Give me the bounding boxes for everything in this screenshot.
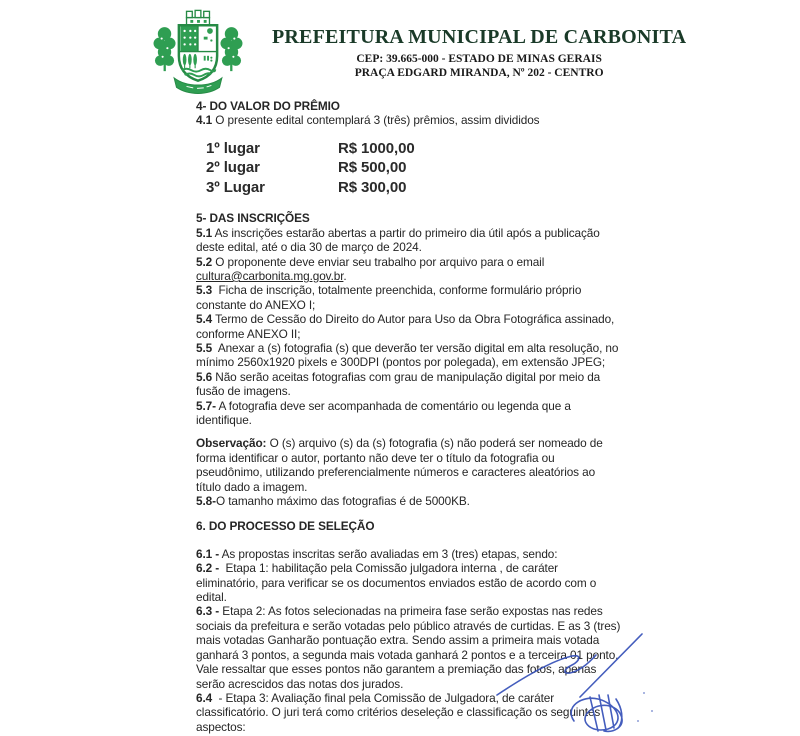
clause-text-suffix: .	[343, 268, 347, 283]
email-link[interactable]: cultura@carbonita.mg.gov.br	[196, 268, 344, 283]
clause-text: A fotografia deve ser acompanhada de comentário ou legenda que a identifique.	[196, 398, 571, 427]
clause-6-2	[196, 561, 622, 604]
section-5-heading: 5- DAS INSCRIÇÕES	[196, 211, 310, 226]
clause-label: 6.2 -	[196, 561, 220, 576]
clause-label: 6.3 -	[196, 604, 220, 619]
clause-label: 6.4	[196, 690, 213, 705]
clause-5-5	[196, 341, 622, 370]
clause-label: 5.7-	[196, 398, 216, 413]
clause-label: 5.6	[196, 369, 213, 384]
clause-label: 5.2	[196, 254, 213, 269]
prize-value: R$ 300,00	[338, 178, 407, 196]
clause-label: 6.1 -	[196, 546, 220, 561]
clause-label: 5.8-	[196, 494, 216, 509]
clause-text: Termo de Cessão do Direito do Autor para Uso da Obra Fotográfica assinado, conforme ANEXO II;	[196, 312, 615, 341]
prize-place: 3º Lugar	[206, 178, 265, 196]
prize-value: R$ 1000,00	[338, 139, 415, 157]
header-address-line: PRAÇA EDGARD MIRANDA, Nº 202 - CENTRO	[354, 67, 604, 79]
clause-text: Etapa 2: As fotos selecionadas na primeira fase serão expostas nas redes sociais da prefeitura e serão votadas pelo público através de curtidas. E as 3 (tres) mais votadas Ganharão pontuação extra. Sendo assim a primeira mais votada ganhará 3 pontos, a segunda mais votada ganhará 2 pontos e a terceira 01 ponto. Vale ressaltar que esses pontos não garantem a premiação das fotos, apenas serão acrescidos das notas dos jurados.	[196, 604, 621, 691]
clause-label: 4.1	[196, 113, 213, 128]
clause-6-1	[196, 547, 622, 561]
header-cep-line: CEP: 39.665-000 - ESTADO DE MINAS GERAIS	[356, 53, 602, 65]
clause-5-7	[196, 399, 622, 428]
clause-label: 5.1	[196, 225, 213, 240]
clause-text: O presente edital contemplará 3 (três) prêmios, assim divididos	[215, 113, 540, 128]
page-title: PREFEITURA MUNICIPAL DE CARBONITA	[272, 26, 687, 48]
clause-text: O proponente deve enviar seu trabalho por arquivo para o email	[215, 254, 545, 269]
clause-5-1	[196, 226, 622, 255]
prize-place: 1º lugar	[206, 139, 260, 157]
section-4-heading: 4- DO VALOR DO PRÊMIO	[196, 99, 340, 113]
observation-note	[196, 436, 622, 494]
section-6-heading: 6. DO PROCESSO DE SELEÇÃO	[196, 519, 375, 534]
clause-text: Anexar a (s) fotografia (s) que deverão ter versão digital em alta resolução, no mínimo 2560x1920 pixels e 300DPI (pontos por polegada), em extensão JPEG;	[196, 340, 619, 370]
clause-5-2	[196, 255, 622, 284]
prize-row-second-place	[206, 158, 622, 178]
municipal-coat-of-arms-icon	[148, 8, 248, 96]
clause-text: Etapa 1: habilitação pela Comissão julgadora interna , de caráter eliminatório, para verificar se os documentos enviados estão de acordo com o edital.	[196, 561, 597, 605]
document-header	[148, 8, 686, 96]
clause-5-8	[196, 494, 622, 508]
prize-row-third-place	[206, 178, 622, 198]
clause-text: As propostas inscritas serão avaliadas em 3 (tres) etapas, sendo:	[221, 546, 558, 561]
prize-value: R$ 500,00	[338, 159, 407, 177]
prize-row-first-place	[206, 139, 622, 159]
prize-table	[206, 139, 622, 198]
clause-text: Ficha de inscrição, totalmente preenchida, conforme formulário próprio constante do ANEXO I;	[196, 283, 582, 312]
clause-5-6	[196, 370, 622, 399]
clause-text: Não serão aceitas fotografias com grau de manipulação digital por meio da fusão de imagens.	[196, 369, 601, 399]
clause-text: - Etapa 3: Avaliação final pela Comissão de Julgadora, de caráter classificatório. O juri terá como critérios deseleção e classificação os seguintes aspectos:	[196, 690, 601, 734]
header-text-block	[272, 24, 686, 80]
observation-label: Observação:	[196, 436, 267, 451]
clause-label: 5.5	[196, 340, 213, 355]
clause-label: 5.3	[196, 283, 213, 298]
signature-mark	[492, 633, 697, 735]
prize-place: 2º lugar	[206, 159, 260, 177]
clause-5-4	[196, 312, 622, 341]
clause-text: O tamanho máximo das fotografias é de 5000KB.	[215, 494, 470, 509]
clause-label: 5.4	[196, 312, 213, 327]
clause-text: As inscrições estarão abertas a partir do primeiro dia útil após a publicação deste edital, até o dia 30 de março de 2024.	[196, 225, 600, 255]
clause-4-1	[196, 113, 622, 127]
clause-5-3	[196, 283, 622, 312]
observation-text: O (s) arquivo (s) da (s) fotografia (s) não poderá ser nomeado de forma identificar o autor, portanto não deve ter o título da fotografia ou pseudônimo, utilizando preferencialmente números e caracteres aleatórios ao título dado a imagem.	[196, 436, 603, 494]
